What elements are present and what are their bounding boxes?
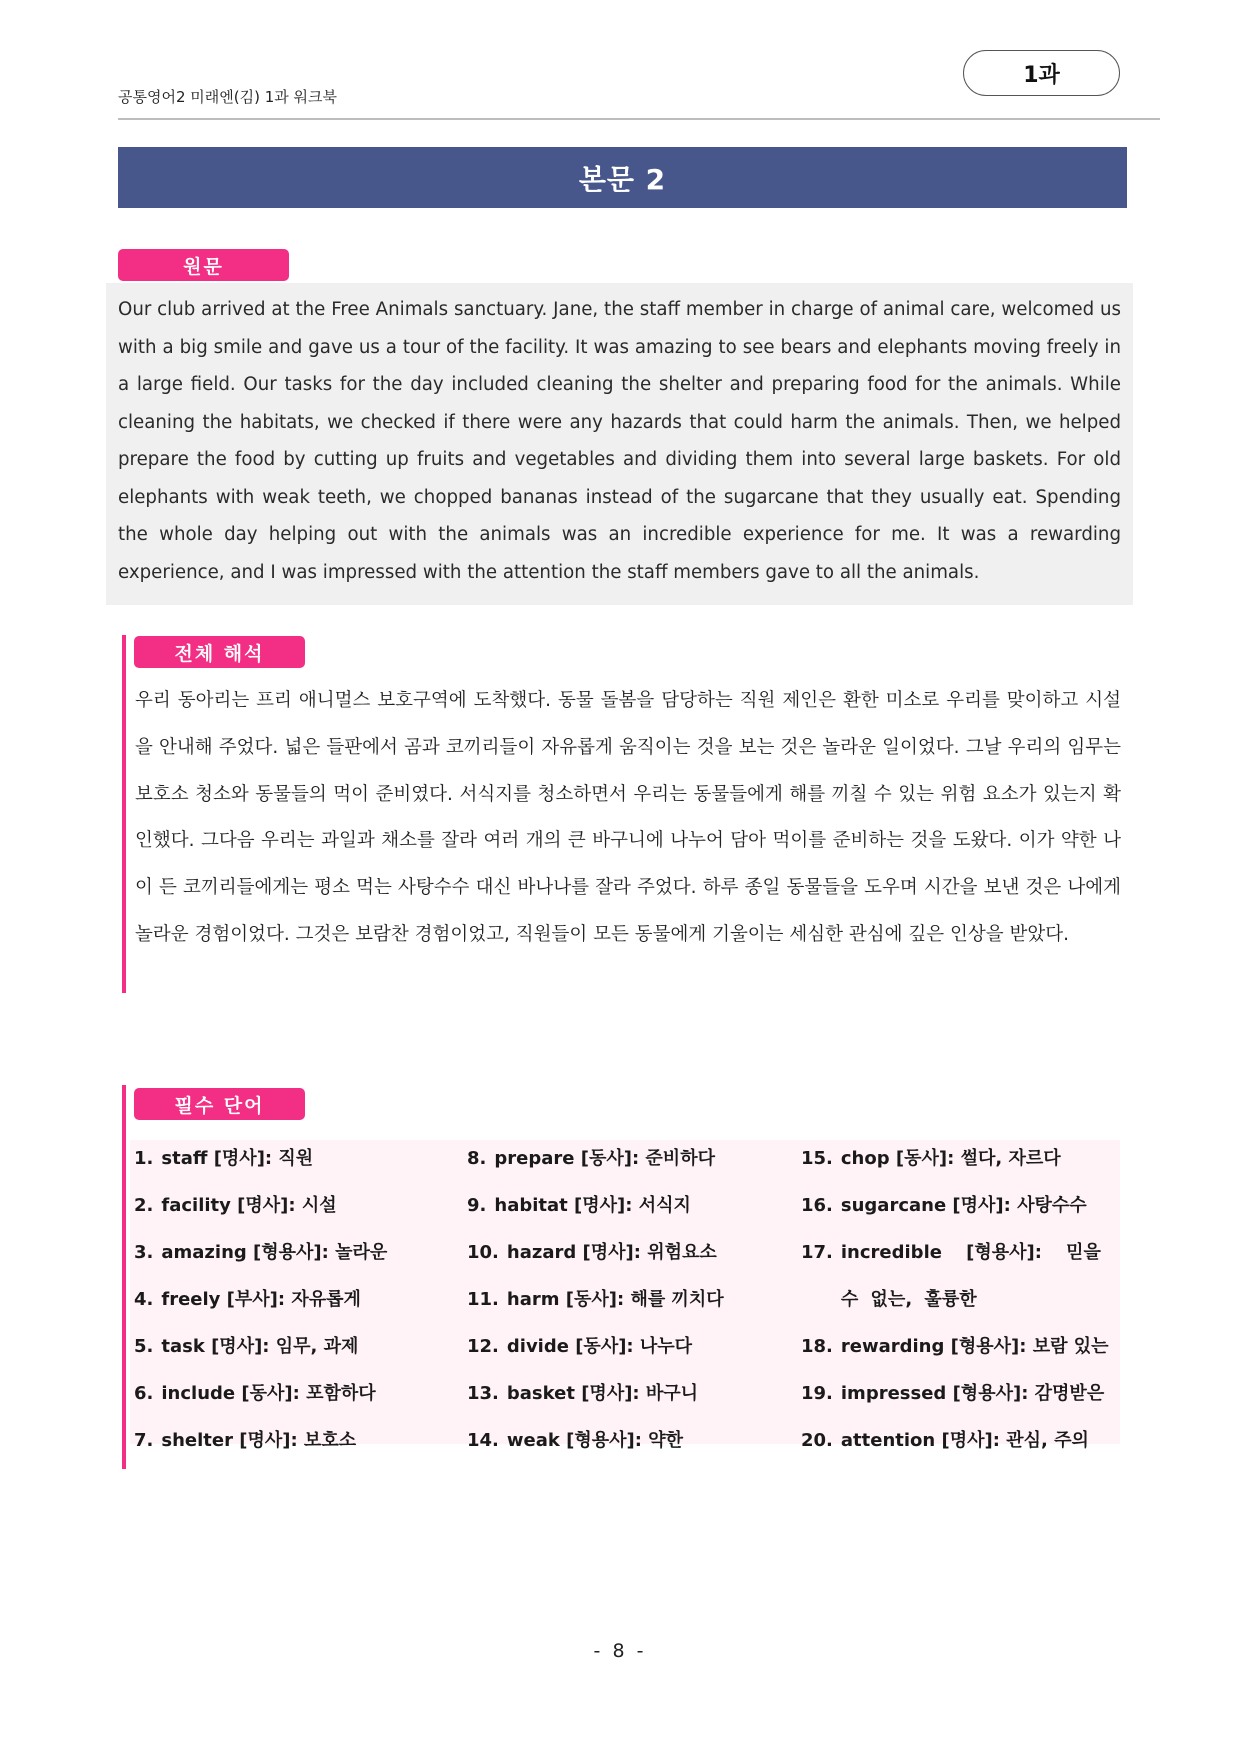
vocab-entry: facility [명사]: 시설 — [161, 1195, 337, 1216]
vocab-item — [134, 1276, 454, 1323]
vocab-item — [134, 1182, 454, 1229]
vocab-number: 3. — [134, 1242, 154, 1263]
original-text: Our club arrived at the Free Animals sanctuary. Jane, the staff member in charge of animal care, welcomed us with a big smile and gave us a tour of the facility. It was amazing to see bears and elephants moving freely in a large field. Our tasks for the day included cleaning the shelter and preparing food for the animals. While cleaning the habitats, we checked if there were any hazards that could harm the animals. Then, we helped prepare the food by cutting up fruits and vegetables and dividing them into several large baskets. For old elephants with weak teeth, we chopped bananas instead of the sugarcane that they usually eat. Spending the whole day helping out with the animals was an incredible experience for me. It was a rewarding experience, and I was impressed with the attention the staff members gave to all the animals. — [118, 299, 1121, 583]
vocab-number: 1. — [134, 1148, 154, 1169]
vocab-number: 4. — [134, 1289, 154, 1310]
lesson-badge: 1과 — [963, 50, 1120, 96]
page-title: 본문 2 — [118, 147, 1127, 208]
vocab-number: 13. — [467, 1383, 499, 1404]
vocab-number: 14. — [467, 1430, 499, 1451]
vocab-number: 17. — [801, 1242, 833, 1263]
vocab-number: 2. — [134, 1195, 154, 1216]
vocab-item — [134, 1370, 454, 1417]
vocab-entry: incredible [형용사]: 믿을 수 없는, 훌륭한 — [840, 1242, 1101, 1310]
vocab-entry: sugarcane [명사]: 사탕수수 — [840, 1195, 1087, 1216]
vocab-item — [801, 1229, 1113, 1323]
vocab-number: 5. — [134, 1336, 154, 1357]
vocab-entry: task [명사]: 임무, 과제 — [161, 1336, 359, 1357]
vocab-item — [134, 1417, 454, 1464]
vocab-item — [467, 1135, 787, 1182]
section-label-vocab: 필수 단어 — [134, 1088, 305, 1120]
vocab-number: 16. — [801, 1195, 833, 1216]
vocab-item — [801, 1135, 1113, 1182]
vocab-item — [467, 1276, 787, 1323]
vocab-entry: weak [형용사]: 약한 — [506, 1430, 683, 1451]
page-number: - 8 - — [593, 1640, 647, 1662]
vocab-entry: divide [동사]: 나누다 — [506, 1336, 693, 1357]
vocab-number: 20. — [801, 1430, 833, 1451]
vocab-item — [467, 1370, 787, 1417]
vocab-item — [801, 1417, 1113, 1464]
vocab-entry: freely [부사]: 자유롭게 — [161, 1289, 361, 1310]
vocab-item — [467, 1182, 787, 1229]
vocab-column-1 — [134, 1135, 454, 1464]
vocab-item — [801, 1370, 1113, 1417]
vocab-item — [134, 1229, 454, 1276]
vocab-entry: include [동사]: 포함하다 — [161, 1383, 376, 1404]
vocab-number: 10. — [467, 1242, 499, 1263]
vocab-entry: basket [명사]: 바구니 — [506, 1383, 699, 1404]
vocab-entry: rewarding [형용사]: 보람 있는 — [840, 1336, 1109, 1357]
header-divider — [118, 118, 1160, 120]
vocab-entry: impressed [형용사]: 감명받은 — [840, 1383, 1105, 1404]
vocab-column-2 — [467, 1135, 787, 1464]
vocab-number: 8. — [467, 1148, 487, 1169]
vocab-number: 12. — [467, 1336, 499, 1357]
vocab-entry: shelter [명사]: 보호소 — [161, 1430, 357, 1451]
vocab-entry: attention [명사]: 관심, 주의 — [840, 1430, 1089, 1451]
vocab-number: 11. — [467, 1289, 499, 1310]
vocab-item — [467, 1417, 787, 1464]
vocab-number: 7. — [134, 1430, 154, 1451]
vocab-entry: harm [동사]: 해를 끼치다 — [506, 1289, 724, 1310]
vocab-number: 18. — [801, 1336, 833, 1357]
vocab-item — [134, 1135, 454, 1182]
vocab-entry: prepare [동사]: 준비하다 — [494, 1148, 715, 1169]
vocab-item — [467, 1229, 787, 1276]
vocab-entry: habitat [명사]: 서식지 — [494, 1195, 691, 1216]
original-text-box — [106, 283, 1133, 605]
vocab-number: 19. — [801, 1383, 833, 1404]
vocab-item — [467, 1323, 787, 1370]
vocab-item — [801, 1323, 1113, 1370]
vocab-number: 15. — [801, 1148, 833, 1169]
vocab-entry: staff [명사]: 직원 — [161, 1148, 314, 1169]
translation-text: 우리 동아리는 프리 애니멀스 보호구역에 도착했다. 동물 돌봄을 담당하는 직원 제인은 환한 미소로 우리를 맞이하고 시설을 안내해 주었다. 넓은 들판에서 곰과 코끼리들이 자유롭게 움직이는 것을 보는 것은 놀라운 일이었다. 그날 우리의 임무는 보호소 청소와 동물들의 먹이 준비였다. 서식지를 청소하면서 우리는 동물들에게 해를 끼칠 수 있는 위험 요소가 있는지 확인했다. 그다음 우리는 과일과 채소를 잘라 여러 개의 큰 바구니에 나누어 담아 먹이를 준비하는 것을 도왔다. 이가 약한 나이 든 코끼리들에게는 평소 먹는 사탕수수 대신 바나나를 잘라 주었다. 하루 종일 동물들을 도우며 시간을 보낸 것은 나에게 놀라운 경험이었다. 그것은 보람찬 경험이었고, 직원들이 모든 동물에게 기울이는 세심한 관심에 깊은 인상을 받았다. — [135, 690, 1121, 945]
vocab-item — [134, 1323, 454, 1370]
section-label-translation: 전체 해석 — [134, 636, 305, 668]
vocab-item — [801, 1182, 1113, 1229]
vocab-column-3 — [801, 1135, 1113, 1464]
vocab-number: 6. — [134, 1383, 154, 1404]
translation-accent-bar — [122, 635, 126, 993]
vocab-number: 9. — [467, 1195, 487, 1216]
section-label-original: 원문 — [118, 249, 289, 281]
vocab-accent-bar — [122, 1085, 126, 1469]
vocab-entry: amazing [형용사]: 놀라운 — [161, 1242, 388, 1263]
document-subtitle: 공통영어2 미래엔(김) 1과 워크북 — [118, 88, 337, 106]
vocab-entry: hazard [명사]: 위험요소 — [506, 1242, 717, 1263]
vocab-entry: chop [동사]: 썰다, 자르다 — [840, 1148, 1061, 1169]
